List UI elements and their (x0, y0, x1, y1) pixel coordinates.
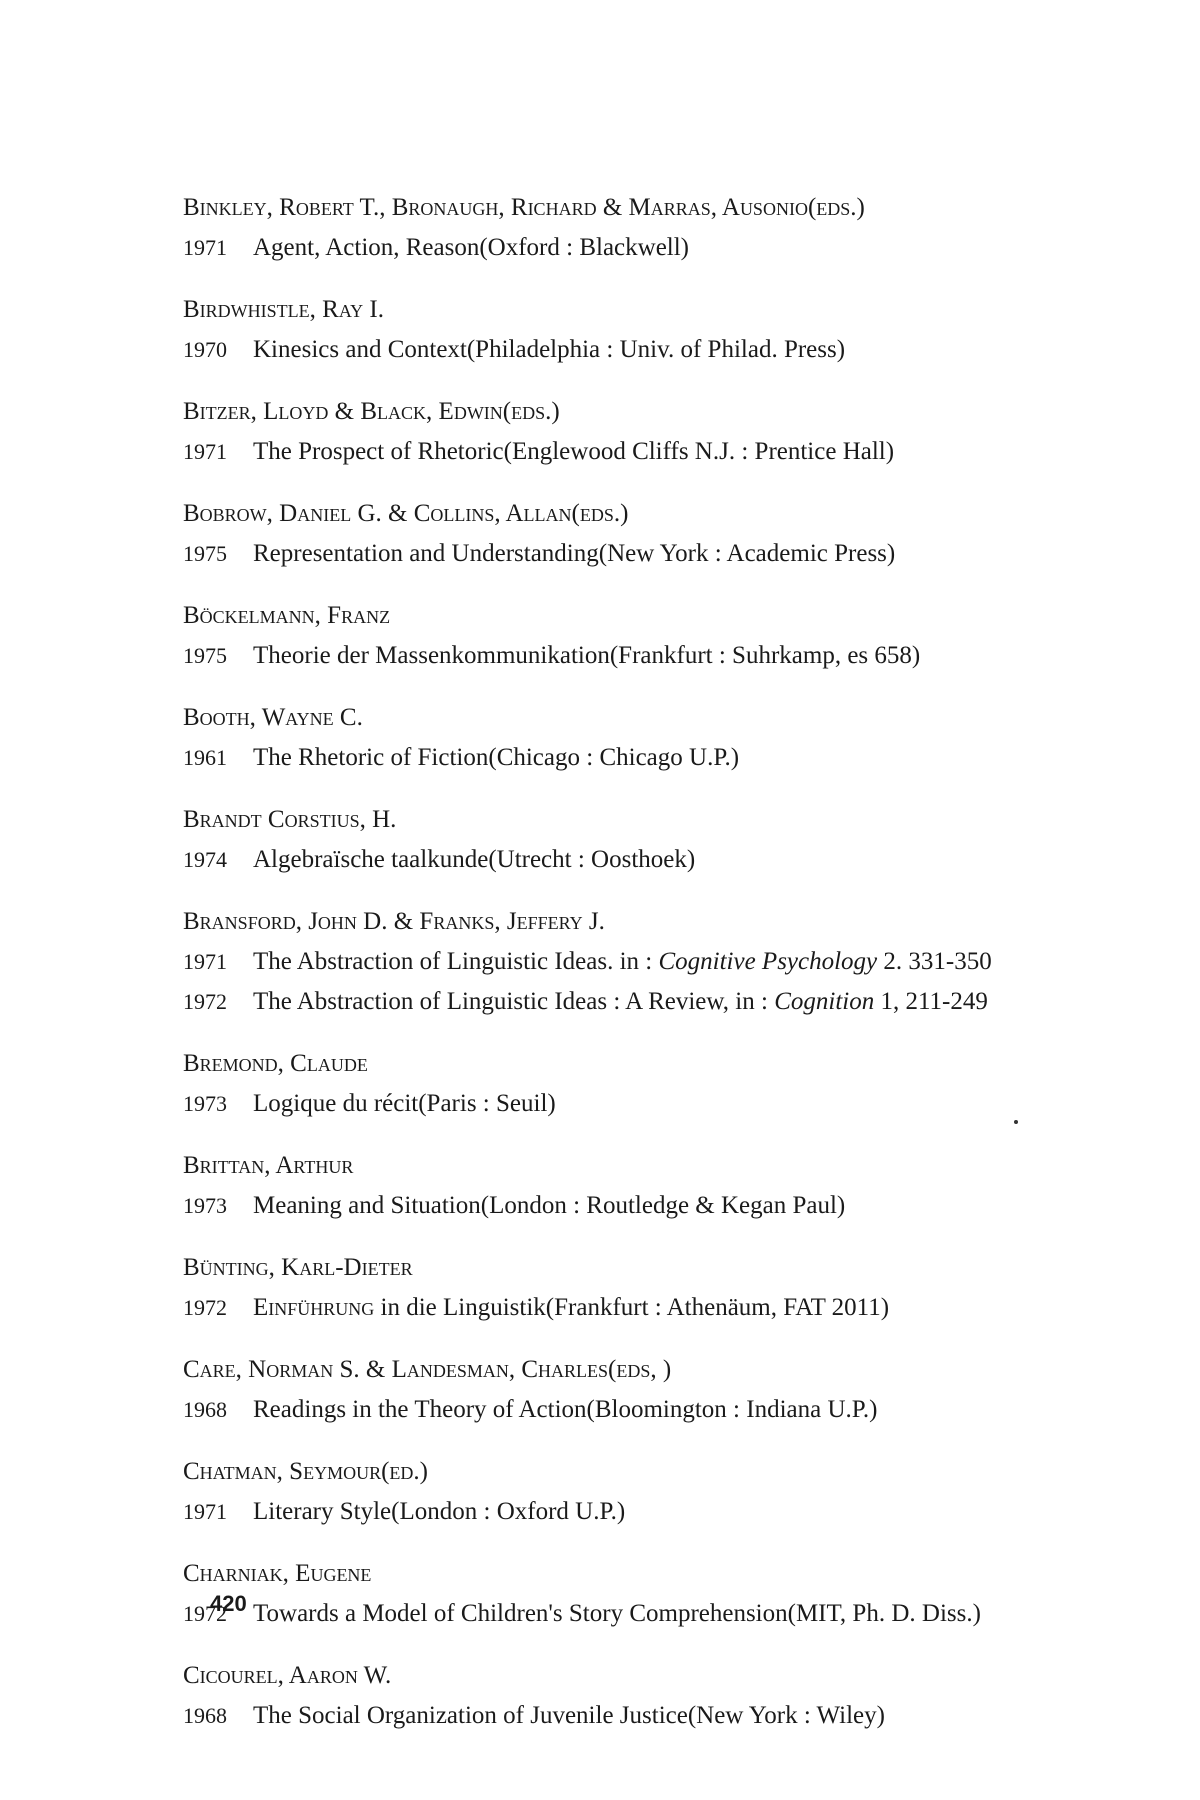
entry-year: 1973 (183, 1193, 227, 1218)
entry-pages: 2. 331-350 (877, 948, 992, 975)
scan-speck (1014, 1120, 1018, 1124)
entry-title: Kinesics and Context(Philadelphia : Univ. of Philad. Press) (253, 336, 846, 363)
entry-work (183, 840, 1083, 880)
entry-author: Bobrow, Daniel G. & Collins, Allan(eds.) (183, 500, 629, 527)
entry-author: Cicourel, Aaron W. (183, 1662, 392, 1689)
entry-year: 1970 (183, 337, 227, 362)
entry-work (183, 432, 1083, 472)
entry-title: The Rhetoric of Fiction(Chicago : Chicago U.P.) (253, 744, 740, 771)
entry-work (183, 1288, 1083, 1328)
entry-year: 1974 (183, 847, 227, 872)
entry-author: Chatman, Seymour(ed.) (183, 1458, 428, 1485)
bibliography-entry (183, 902, 1083, 1022)
entry-year: 1972 (183, 1295, 227, 1320)
entry-title: Meaning and Situation(London : Routledge & Kegan Paul) (253, 1192, 846, 1219)
entry-author: Brittan, Arthur (183, 1152, 354, 1179)
bibliography-list (183, 188, 1083, 1758)
bibliography-entry (183, 392, 1083, 472)
entry-title: Logique du récit(Paris : Seuil) (253, 1090, 556, 1117)
entry-title: Theorie der Massenkommunikation(Frankfurt : Suhrkamp, es 658) (253, 642, 921, 669)
page-number: 420 (210, 1591, 247, 1616)
entry-year: 1975 (183, 643, 227, 668)
bibliography-entry (183, 1554, 1083, 1634)
entry-work (183, 1390, 1083, 1430)
bibliography-entry (183, 800, 1083, 880)
bibliography-entry (183, 1044, 1083, 1124)
entry-year: 1961 (183, 745, 227, 770)
bibliography-entry (183, 494, 1083, 574)
entry-work (183, 942, 1083, 982)
entry-author: Binkley, Robert T., Bronaugh, Richard & Marras, Ausonio(eds.) (183, 194, 865, 221)
entry-work (183, 1084, 1083, 1124)
entry-work (183, 228, 1083, 268)
entry-year: 1972 (183, 989, 227, 1014)
entry-author: Care, Norman S. & Landesman, Charles(eds, ) (183, 1356, 672, 1383)
entry-author: Brandt Corstius, H. (183, 806, 397, 833)
entry-journal: Cognition (774, 988, 875, 1015)
entry-year: 1971 (183, 439, 227, 464)
bibliography-entry (183, 698, 1083, 778)
entry-journal: Cognitive Psychology (658, 948, 878, 975)
bibliography-entry (183, 596, 1083, 676)
entry-work (183, 1186, 1083, 1226)
entry-title: Algebraïsche taalkunde(Utrecht : Oosthoek) (253, 846, 696, 873)
entry-title: Readings in the Theory of Action(Bloomington : Indiana U.P.) (253, 1396, 878, 1423)
entry-title: Towards a Model of Children's Story Comprehension(MIT, Ph. D. Diss.) (253, 1600, 981, 1627)
entry-title: The Abstraction of Linguistic Ideas. in : (253, 948, 659, 975)
entry-title: The Abstraction of Linguistic Ideas : A Review, in : (253, 988, 775, 1015)
entry-year: 1968 (183, 1703, 227, 1728)
entry-pages: 1, 211-249 (874, 988, 988, 1015)
bibliography-entry (183, 1248, 1083, 1328)
entry-title: The Social Organization of Juvenile Justice(New York : Wiley) (253, 1702, 885, 1729)
bibliography-entry (183, 1146, 1083, 1226)
entry-title: in die Linguistik(Frankfurt : Athenäum, FAT 2011) (374, 1294, 890, 1321)
entry-work (183, 1696, 1083, 1736)
entry-year: 1971 (183, 949, 227, 974)
entry-title: Literary Style(London : Oxford U.P.) (253, 1498, 626, 1525)
entry-title: Agent, Action, Reason(Oxford : Blackwell) (253, 234, 690, 261)
entry-title-smallcaps: Einführung (253, 1294, 375, 1321)
bibliography-entry (183, 188, 1083, 268)
entry-work (183, 738, 1083, 778)
entry-work (183, 1594, 1083, 1634)
entry-work (183, 982, 1083, 1022)
entry-year: 1973 (183, 1091, 227, 1116)
entry-year: 1971 (183, 1499, 227, 1524)
entry-work (183, 534, 1083, 574)
entry-author: Bünting, Karl-Dieter (183, 1254, 413, 1281)
bibliography-entry (183, 1452, 1083, 1532)
entry-year: 1968 (183, 1397, 227, 1422)
entry-author: Charniak, Eugene (183, 1560, 372, 1587)
entry-year: 1971 (183, 235, 227, 260)
entry-work (183, 330, 1083, 370)
bibliography-entry (183, 290, 1083, 370)
entry-title: Representation and Understanding(New York : Academic Press) (253, 540, 896, 567)
entry-year: 1972 (183, 1601, 227, 1626)
entry-year: 1975 (183, 541, 227, 566)
entry-author: Böckelmann, Franz (183, 602, 391, 629)
entry-author: Bransford, John D. & Franks, Jeffery J. (183, 908, 605, 935)
entry-author: Bitzer, Lloyd & Black, Edwin(eds.) (183, 398, 560, 425)
entry-author: Booth, Wayne C. (183, 704, 363, 731)
entry-author: Birdwhistle, Ray I. (183, 296, 384, 323)
entry-title: The Prospect of Rhetoric(Englewood Cliffs N.J. : Prentice Hall) (253, 438, 895, 465)
bibliography-entry (183, 1350, 1083, 1430)
entry-author: Bremond, Claude (183, 1050, 368, 1077)
entry-work (183, 636, 1083, 676)
bibliography-entry (183, 1656, 1083, 1736)
entry-work (183, 1492, 1083, 1532)
